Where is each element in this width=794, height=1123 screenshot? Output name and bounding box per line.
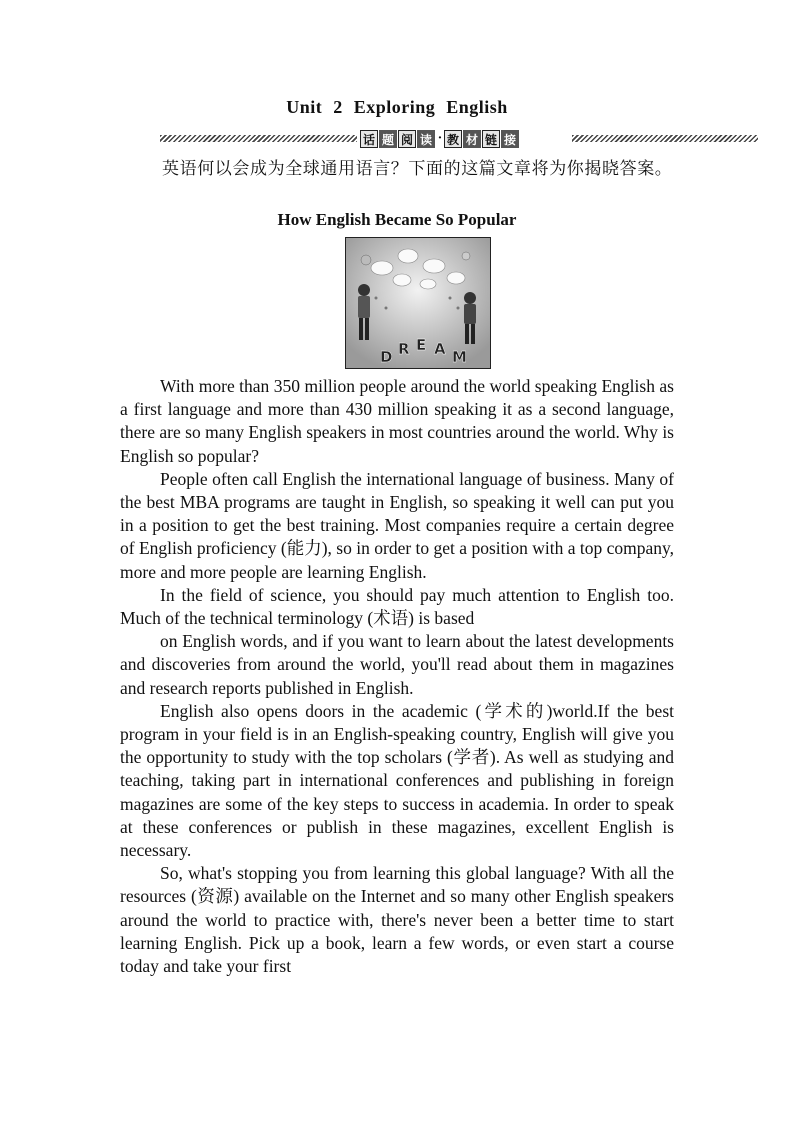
dream-letter: A — [434, 340, 446, 358]
article-body — [120, 375, 674, 978]
banner-tag: 材 — [463, 130, 481, 148]
article-paragraph: English also opens doors in the academic (学术的)world.If the best program in your field is in an English-speaking country, English will give you the opportunity to study with the top scholars (学者). As well as studying and teaching, taking part in international conferences and publishing in foreign magazines are some of the key steps to success in academia. In order to speak at these conferences or publish in these magazines, excellent English is necessary. — [120, 700, 674, 861]
banner-tags — [360, 129, 520, 149]
dream-letter: M — [452, 348, 467, 366]
article-paragraph: So, what's stopping you from learning this global language? With all the resources (资源) available on the Internet and so many other English speakers around the world to practice with, there's never been a better time to start learning English. Pick up a book, learn a few words, or even start a course today and take your first — [120, 863, 674, 977]
banner-tag: 教 — [444, 130, 462, 148]
banner-tag: 话 — [360, 130, 378, 148]
article-paragraph: In the field of science, you should pay much attention to English too. Much of the technical terminology (术语) is based — [120, 584, 674, 629]
article-paragraph: People often call English the international language of business. Many of the best MBA programs are taught in English, so speaking it well can put you in a position to get the best training. Most companies require a certain degree of English proficiency (能力), so in order to get a position with a top company, more and more people are learning English. — [120, 468, 674, 582]
banner-tag: 阅 — [398, 130, 416, 148]
article-paragraph: With more than 350 million people around the world speaking English as a first language and more than 430 million speaking it as a second language, there are so many English speakers in most countries around the world. Why is English so popular? — [120, 376, 674, 466]
dream-letter: E — [416, 336, 427, 354]
banner-tag: 读 — [417, 130, 435, 148]
banner-hatch-right — [572, 135, 758, 142]
banner-hatch-left — [160, 135, 357, 142]
article-title: How English Became So Popular — [277, 210, 517, 229]
unit-title: Unit 2 Exploring English — [286, 97, 508, 117]
section-banner — [160, 129, 758, 149]
banner-tag: 链 — [482, 130, 500, 148]
banner-tag: 题 — [379, 130, 397, 148]
banner-separator: · — [437, 131, 443, 146]
dream-letter: D — [380, 348, 393, 366]
banner-tag: 接 — [501, 130, 519, 148]
article-paragraph: on English words, and if you want to learn about the latest developments and discoveries from around the world, you'll read about them in magazines and research reports published in English. — [120, 631, 674, 698]
chinese-intro: 英语何以会成为全球通用语言？下面的这篇文章将为你揭晓答案。 — [162, 159, 673, 179]
dream-letter: R — [398, 340, 410, 358]
dream-illustration — [345, 237, 491, 369]
